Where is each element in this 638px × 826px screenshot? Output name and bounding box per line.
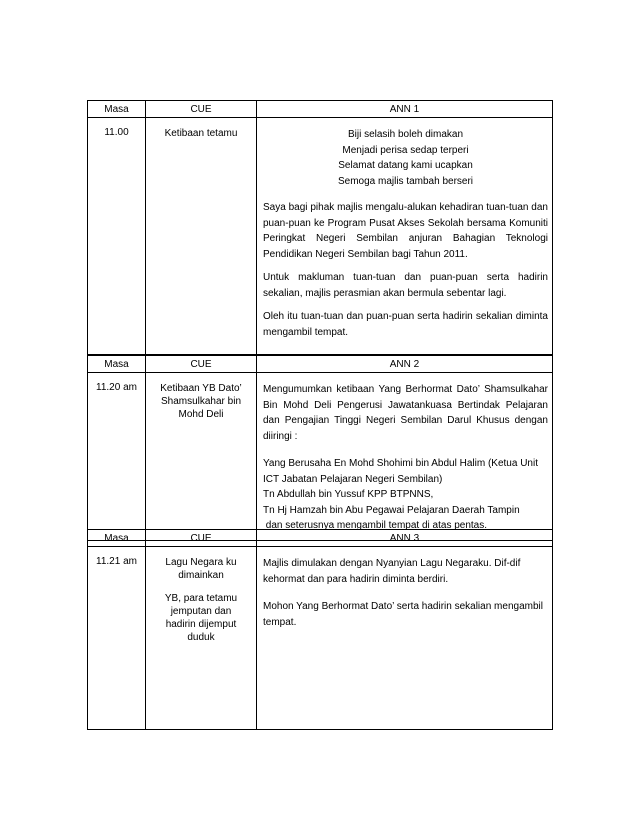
cue-cell xyxy=(146,547,257,730)
header-masa: Masa xyxy=(88,356,146,373)
cue-group xyxy=(150,592,252,644)
pantun-line: Menjadi perisa sedap terperi xyxy=(342,144,469,156)
header-ann: ANN 1 xyxy=(257,101,553,118)
escort-line: dan seterusnya mengambil tempat di atas pentas. xyxy=(263,520,488,531)
pantun xyxy=(263,127,548,189)
header-masa: Masa xyxy=(88,530,146,547)
escort-line: Tn Abdullah bin Yussuf KPP BTPNNS, xyxy=(263,489,434,500)
cue-line: Mohd Deli xyxy=(178,409,224,420)
section-ann-1 xyxy=(87,100,553,355)
pantun-line: Selamat datang kami ucapkan xyxy=(338,160,473,171)
header-masa: Masa xyxy=(88,101,146,118)
announcement-cell xyxy=(257,118,553,355)
cue-cell xyxy=(146,118,257,355)
announcement-paragraph: Untuk makluman tuan-tuan dan puan-puan serta hadirin sekalian, majlis perasmian akan bermula sebentar lagi. xyxy=(263,272,548,299)
section-ann-2 xyxy=(87,355,553,541)
header-ann: ANN 3 xyxy=(257,530,553,547)
cue-line: duduk xyxy=(187,632,215,643)
cue-line: dimainkan xyxy=(178,570,224,581)
announcement-paragraph: Mohon Yang Berhormat Dato’ serta hadirin sekalian mengambil tempat. xyxy=(263,601,543,628)
cue-cell xyxy=(146,373,257,541)
cue-group xyxy=(150,556,252,582)
announcement-paragraph: Majlis dimulakan dengan Nyanyian Lagu Negaraku. Dif-dif kehormat dan para hadirin diminta berdiri. xyxy=(263,558,521,585)
announcement-paragraph: Mengumumkan ketibaan Yang Berhormat Dato’ Shamsulkahar Bin Mohd Deli Pengerusi Jawatankuasa Bertindak Pelajaran dan Pengajian Tinggi Negeri Sembilan Darul Khusus dengan diiringi : xyxy=(263,384,548,442)
escort-line: Tn Hj Hamzah bin Abu Pegawai Pelajaran Daerah Tampin xyxy=(263,504,520,516)
time-cell: 11.00 xyxy=(88,118,146,355)
cue-line: Ketibaan YB Dato’ xyxy=(160,383,242,394)
time-cell: 11.20 am xyxy=(88,373,146,541)
pantun-line: Biji selasih boleh dimakan xyxy=(347,129,464,140)
announcement-paragraph: Saya bagi pihak majlis mengalu-alukan kehadiran tuan-tuan dan puan-puan ke Program Pusat Akses Sekolah bersama Komuniti Peringkat Negeri Sembilan anjuran Bahagian Teknologi Pendidikan Negeri Sembilan bagi Tahun 2011. xyxy=(263,202,548,260)
header-ann: ANN 2 xyxy=(257,356,553,373)
cue-line: Shamsulkahar bin xyxy=(160,396,242,407)
header-cue: CUE xyxy=(146,101,257,118)
escort-line: Yang Berusaha En Mohd Shohimi bin Abdul Halim (Ketua Unit ICT Jabatan Pelajaran Negeri Sembilan) xyxy=(263,458,538,485)
section-ann-3 xyxy=(87,529,553,730)
pantun-line: Semoga majlis tambah berseri xyxy=(337,175,474,187)
cue-line: hadirin dijemput xyxy=(165,619,237,630)
cue-line: YB, para tetamu xyxy=(164,593,238,604)
header-cue: CUE xyxy=(146,530,257,547)
header-cue: CUE xyxy=(146,356,257,373)
announcement-cell xyxy=(257,373,553,541)
cue-line: jemputan dan xyxy=(170,606,232,617)
announcement-paragraph: Oleh itu tuan-tuan dan puan-puan serta hadirin sekalian diminta mengambil tempat. xyxy=(263,311,548,338)
cue-line: Lagu Negara ku xyxy=(165,557,237,568)
announcement-cell xyxy=(257,547,553,730)
cue-line: Ketibaan tetamu xyxy=(164,128,238,139)
time-cell: 11.21 am xyxy=(88,547,146,730)
